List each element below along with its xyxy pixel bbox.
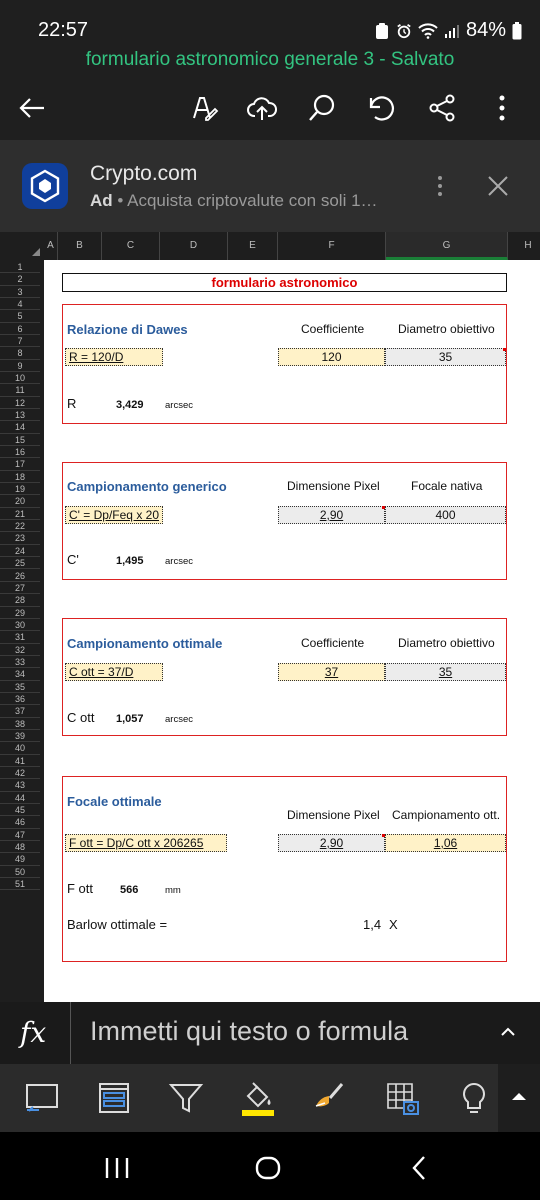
row-header-cell[interactable]: 3 [0, 286, 40, 298]
row-header-cell[interactable]: 22 [0, 520, 40, 532]
focal-col2-label[interactable]: Campionamento ott. [392, 808, 501, 822]
undo-icon[interactable] [366, 92, 398, 124]
row-header-cell[interactable]: 8 [0, 347, 40, 359]
dawes-col1-label[interactable]: Coefficiente [301, 322, 365, 336]
dawes-formula-cell[interactable]: R = 120/D [65, 348, 163, 366]
status-bar [0, 0, 540, 44]
ribbon-expand-button[interactable] [498, 1064, 540, 1132]
recents-icon[interactable] [103, 1154, 131, 1182]
row-header-cell[interactable]: 5 [0, 310, 40, 322]
row-header-cell[interactable]: 15 [0, 434, 40, 446]
row-header-cell[interactable]: 11 [0, 384, 40, 396]
row-header-cell[interactable]: 38 [0, 718, 40, 730]
column-header-cell[interactable]: E [228, 232, 278, 260]
sheet-title-cell[interactable] [62, 273, 507, 292]
optimal-formula-cell[interactable]: C ott = 37/D [65, 663, 163, 681]
focal-result-unit[interactable]: mm [165, 885, 181, 896]
row-header-cell[interactable]: 18 [0, 471, 40, 483]
barlow-label[interactable]: Barlow ottimale = [67, 917, 168, 932]
column-header-cell[interactable]: D [160, 232, 228, 260]
back-icon[interactable] [406, 1154, 434, 1182]
focal-col1-label[interactable]: Dimensione Pixel [287, 808, 380, 822]
row-header-cell[interactable]: 25 [0, 557, 40, 569]
share-icon[interactable] [426, 92, 458, 124]
row-header-cell[interactable]: 42 [0, 767, 40, 779]
row-header-cell[interactable]: 24 [0, 545, 40, 557]
signal-icon [444, 22, 460, 40]
filter-icon[interactable] [168, 1080, 204, 1116]
search-icon[interactable] [306, 92, 338, 124]
optimal-diameter-input[interactable]: 35 [385, 663, 506, 681]
optimal-col1-label[interactable]: Coefficiente [301, 636, 365, 650]
sheet-title: formulario astronomico [211, 275, 358, 290]
generic-result-label[interactable]: C' [67, 552, 79, 567]
optimal-result-value[interactable]: 1,057 [116, 713, 144, 725]
comment-marker [503, 348, 506, 351]
focal-heading[interactable]: Focale ottimale [67, 794, 162, 809]
row-header-cell[interactable]: 45 [0, 804, 40, 816]
optimal-result-unit[interactable]: arcsec [165, 714, 193, 725]
optimal-col2-label[interactable]: Diametro obiettivo [398, 636, 495, 650]
column-header-cell[interactable]: B [58, 232, 102, 260]
cell-grid[interactable] [44, 260, 540, 1002]
home-icon[interactable] [254, 1154, 282, 1182]
dawes-heading[interactable]: Relazione di Dawes [67, 322, 188, 337]
comment-marker [382, 506, 385, 509]
select-all-corner[interactable] [0, 232, 44, 260]
row-header-cell[interactable]: 13 [0, 409, 40, 421]
ad-banner[interactable] [0, 140, 540, 232]
more-vert-icon[interactable] [486, 92, 518, 124]
row-header-cell[interactable]: 4 [0, 298, 40, 310]
dawes-diameter-input[interactable]: 35 [385, 348, 506, 366]
status-time: 22:57 [38, 19, 89, 41]
cell-style-icon[interactable] [24, 1080, 60, 1116]
crypto-com-logo [22, 163, 68, 209]
generic-focal-input[interactable]: 400 [385, 506, 506, 524]
formula-input[interactable]: Immetti qui testo o formula [90, 1016, 409, 1046]
clipboard-icon [374, 22, 390, 40]
row-header-cell[interactable]: 49 [0, 853, 40, 865]
row-header-cell[interactable]: 6 [0, 323, 40, 335]
column-header-cell[interactable]: H [524, 240, 532, 251]
ad-text: Acquista criptovalute con soli 1… [127, 191, 378, 210]
alarm-icon [396, 22, 412, 40]
row-header-cell[interactable]: 37 [0, 705, 40, 717]
barlow-value[interactable]: 1,4 [363, 917, 382, 932]
generic-pixel-input[interactable]: 2,90 [278, 506, 385, 524]
expand-up-icon[interactable] [510, 1090, 528, 1104]
row-header-cell[interactable]: 40 [0, 742, 40, 754]
row-header-cell[interactable]: 44 [0, 792, 40, 804]
system-nav-bar [0, 1132, 540, 1200]
dawes-result-value[interactable]: 3,429 [116, 399, 144, 411]
row-header-cell[interactable]: 39 [0, 730, 40, 742]
optimal-coefficient-input[interactable]: 37 [278, 663, 385, 681]
ad-close-icon[interactable] [486, 174, 510, 198]
ad-subtitle: Ad • Acquista criptovalute con soli 1… [90, 191, 378, 210]
formula-divider [70, 1002, 71, 1064]
focal-result-value[interactable]: 566 [120, 884, 139, 896]
column-header-cell[interactable]: F [278, 232, 386, 260]
app-title-bar [0, 44, 540, 140]
generic-heading[interactable]: Campionamento generico [67, 479, 227, 494]
row-header-cell[interactable]: 1 [0, 261, 40, 273]
row-header-cell[interactable]: 33 [0, 656, 40, 668]
fill-color-icon[interactable] [240, 1080, 276, 1116]
wifi-icon [418, 22, 438, 40]
row-header-cell[interactable]: 30 [0, 619, 40, 631]
battery-icon [512, 22, 522, 40]
focal-pixel-input[interactable]: 2,90 [278, 834, 385, 852]
tip-bulb-icon[interactable] [456, 1080, 492, 1116]
insert-picture-icon[interactable] [384, 1080, 420, 1116]
function-button[interactable]: fx [20, 1016, 47, 1049]
row-header-cell[interactable]: 23 [0, 532, 40, 544]
pen-icon[interactable] [188, 92, 220, 124]
row-header-cell[interactable]: 50 [0, 866, 40, 878]
chevron-up-icon[interactable] [500, 1024, 516, 1040]
bottom-ribbon [0, 1064, 540, 1132]
row-header-cell[interactable]: 32 [0, 644, 40, 656]
document-title: formulario astronomico generale 3 - Salvato [85, 49, 455, 70]
cloud-share-icon[interactable] [246, 92, 278, 124]
row-header-cell[interactable]: 35 [0, 681, 40, 693]
status-icons [374, 19, 522, 42]
dawes-result-unit[interactable]: arcsec [165, 400, 193, 411]
optimal-result-label[interactable]: C ott [67, 710, 95, 725]
row-header-cell[interactable]: 17 [0, 458, 40, 470]
row-header-cell[interactable]: 12 [0, 397, 40, 409]
barlow-unit[interactable]: X [389, 917, 398, 932]
row-header-cell[interactable]: 21 [0, 508, 40, 520]
row-header-cell[interactable]: 28 [0, 594, 40, 606]
row-header-cell[interactable]: 26 [0, 570, 40, 582]
generic-result-value[interactable]: 1,495 [116, 555, 144, 567]
row-header-cell[interactable]: 16 [0, 446, 40, 458]
row-header [0, 260, 44, 1002]
generic-formula-cell[interactable]: C' = Dp/Feq x 20 [65, 506, 163, 524]
generic-col2-label[interactable]: Focale nativa [411, 479, 483, 493]
generic-col1-label[interactable]: Dimensione Pixel [287, 479, 380, 493]
row-header-cell[interactable]: 29 [0, 607, 40, 619]
row-header-cell[interactable]: 51 [0, 878, 40, 890]
ad-kebab-icon[interactable] [432, 174, 448, 198]
row-header-cell[interactable]: 46 [0, 816, 40, 828]
column-header-cell[interactable]: A [44, 232, 58, 260]
row-header-cell[interactable]: 43 [0, 779, 40, 791]
dawes-col2-label[interactable]: Diametro obiettivo [398, 322, 495, 336]
row-header-cell[interactable]: 27 [0, 582, 40, 594]
row-header-cell[interactable]: 10 [0, 372, 40, 384]
row-header-cell[interactable]: 14 [0, 421, 40, 433]
row-header-cell[interactable]: 34 [0, 668, 40, 680]
spreadsheet [0, 232, 540, 1002]
row-header-cell[interactable]: 7 [0, 335, 40, 347]
ad-label: Ad [90, 191, 113, 210]
row-header-cell[interactable]: 2 [0, 273, 40, 285]
focal-sampling-input[interactable]: 1,06 [385, 834, 506, 852]
dawes-coefficient-input[interactable]: 120 [278, 348, 385, 366]
row-header-cell[interactable]: 19 [0, 483, 40, 495]
row-header-cell[interactable]: 41 [0, 755, 40, 767]
comment-marker [382, 834, 385, 837]
back-arrow-icon[interactable] [16, 92, 48, 124]
optimal-heading[interactable]: Campionamento ottimale [67, 636, 223, 651]
battery-percent: 84% [465, 19, 506, 41]
ad-title: Crypto.com [90, 162, 198, 185]
focal-formula-cell[interactable]: F ott = Dp/C ott x 206265 [65, 834, 227, 852]
column-header-cell[interactable]: C [102, 232, 160, 260]
format-painter-icon[interactable] [312, 1080, 348, 1116]
row-header-cell[interactable]: 48 [0, 841, 40, 853]
row-header-cell[interactable]: 36 [0, 693, 40, 705]
row-header-cell[interactable]: 31 [0, 631, 40, 643]
generic-result-unit[interactable]: arcsec [165, 556, 193, 567]
column-header [0, 232, 540, 260]
focal-result-label[interactable]: F ott [67, 881, 94, 896]
row-header-cell[interactable]: 47 [0, 829, 40, 841]
merge-cells-icon[interactable] [96, 1080, 132, 1116]
row-header-cell[interactable]: 20 [0, 495, 40, 507]
column-header-cell[interactable]: G [386, 232, 508, 260]
formula-bar [0, 1002, 540, 1064]
dawes-result-label[interactable]: R [67, 396, 77, 411]
row-header-cell[interactable]: 9 [0, 360, 40, 372]
